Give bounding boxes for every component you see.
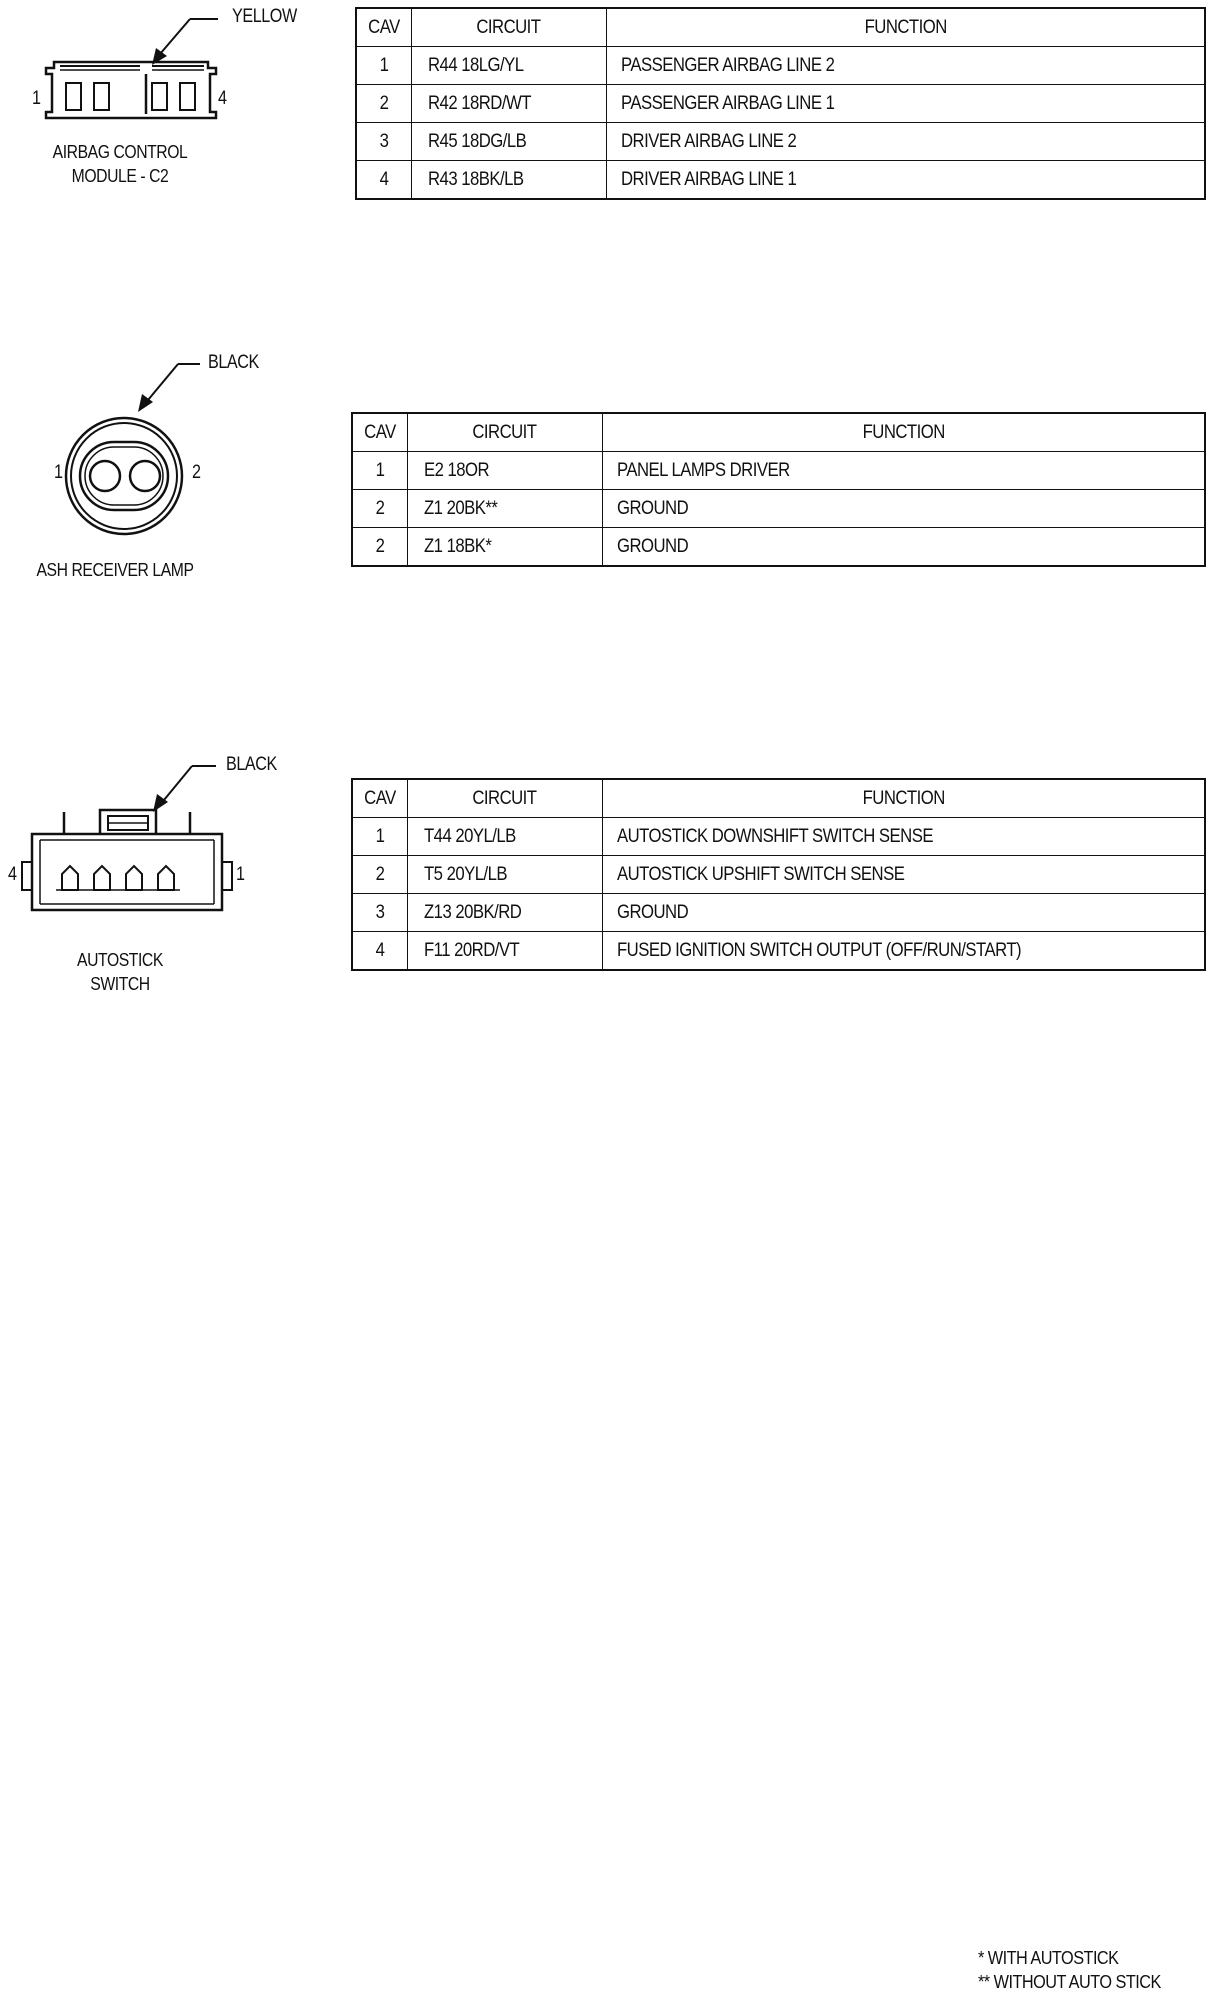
pin-number-right: 1: [236, 864, 245, 885]
connector-name-line: AIRBAG CONTROL: [52, 141, 188, 162]
connector-color-label: BLACK: [208, 352, 259, 373]
pin-number-left: 4: [8, 864, 17, 885]
cell-cav: 3: [352, 894, 407, 932]
cell-function: PASSENGER AIRBAG LINE 2: [606, 47, 1205, 85]
header-function: FUNCTION: [602, 779, 1205, 818]
table-row: [356, 47, 1205, 85]
cell-circuit: T5 20YL/LB: [407, 856, 602, 894]
table-header-row: [356, 8, 1205, 47]
connector-name-line: AUTOSTICK: [77, 949, 163, 970]
table-row: [352, 452, 1205, 490]
autostick-pinout-table: [351, 778, 1206, 971]
cell-circuit: T44 20YL/LB: [407, 818, 602, 856]
cell-function: DRIVER AIRBAG LINE 2: [606, 123, 1205, 161]
cell-cav: 1: [352, 452, 407, 490]
header-circuit: CIRCUIT: [407, 413, 602, 452]
header-function: FUNCTION: [602, 413, 1205, 452]
header-cav: CAV: [352, 413, 407, 452]
table-row: [356, 123, 1205, 161]
cell-circuit: Z1 20BK**: [407, 490, 602, 528]
cell-circuit: Z1 18BK*: [407, 528, 602, 567]
cell-function: DRIVER AIRBAG LINE 1: [606, 161, 1205, 200]
autostick-switch-connector: [0, 740, 340, 1010]
cell-function: PANEL LAMPS DRIVER: [602, 452, 1205, 490]
table-row: [352, 856, 1205, 894]
footnote-with-autostick: * WITH AUTOSTICK: [978, 1947, 1119, 1968]
cell-circuit: R44 18LG/YL: [411, 47, 606, 85]
cell-cav: 2: [352, 528, 407, 567]
cell-cav: 2: [352, 856, 407, 894]
cell-cav: 2: [356, 85, 411, 123]
table-row: [356, 85, 1205, 123]
cell-function: GROUND: [602, 490, 1205, 528]
table-row: [352, 818, 1205, 856]
cell-function: PASSENGER AIRBAG LINE 1: [606, 85, 1205, 123]
cell-cav: 4: [356, 161, 411, 200]
connector-color-label: YELLOW: [232, 6, 297, 27]
cell-function: AUTOSTICK DOWNSHIFT SWITCH SENSE: [602, 818, 1205, 856]
connector-name-label: [27, 948, 214, 996]
cell-circuit: R43 18BK/LB: [411, 161, 606, 200]
header-cav: CAV: [352, 779, 407, 818]
cell-function: GROUND: [602, 894, 1205, 932]
header-circuit: CIRCUIT: [411, 8, 606, 47]
footnotes: [978, 1946, 1161, 1994]
cell-cav: 1: [352, 818, 407, 856]
ash-receiver-lamp-connector: [0, 340, 340, 600]
connector-name-line: MODULE - C2: [71, 165, 169, 187]
table-row: [352, 932, 1205, 971]
cell-circuit: F11 20RD/VT: [407, 932, 602, 971]
pin-number-right: 2: [192, 462, 201, 483]
airbag-pinout-table: [355, 7, 1206, 200]
header-circuit: CIRCUIT: [407, 779, 602, 818]
connector-name-label: [27, 140, 214, 188]
cell-function: AUTOSTICK UPSHIFT SWITCH SENSE: [602, 856, 1205, 894]
connector-name-label: [26, 558, 205, 582]
cell-circuit: E2 18OR: [407, 452, 602, 490]
cell-cav: 2: [352, 490, 407, 528]
ash-lamp-pinout-table: [351, 412, 1206, 567]
connector-name-line: ASH RECEIVER LAMP: [36, 559, 194, 580]
table-row: [352, 528, 1205, 567]
cell-cav: 4: [352, 932, 407, 971]
connector-name-line: SWITCH: [90, 973, 150, 995]
cell-circuit: Z13 20BK/RD: [407, 894, 602, 932]
cell-circuit: R45 18DG/LB: [411, 123, 606, 161]
table-header-row: [352, 413, 1205, 452]
footnote-without-autostick: ** WITHOUT AUTO STICK: [978, 1971, 1161, 1993]
table-row: [352, 490, 1205, 528]
table-header-row: [352, 779, 1205, 818]
table-row: [352, 894, 1205, 932]
cell-circuit: R42 18RD/WT: [411, 85, 606, 123]
header-function: FUNCTION: [606, 8, 1205, 47]
airbag-control-module-c2-connector: [0, 0, 340, 200]
cell-cav: 1: [356, 47, 411, 85]
pin-number-left: 1: [54, 462, 63, 483]
cell-function: GROUND: [602, 528, 1205, 567]
pin-number-right: 4: [218, 88, 227, 109]
cell-function: FUSED IGNITION SWITCH OUTPUT (OFF/RUN/START): [602, 932, 1205, 971]
cell-cav: 3: [356, 123, 411, 161]
connector-color-label: BLACK: [226, 754, 277, 775]
pin-number-left: 1: [32, 88, 41, 109]
header-cav: CAV: [356, 8, 411, 47]
table-row: [356, 161, 1205, 200]
